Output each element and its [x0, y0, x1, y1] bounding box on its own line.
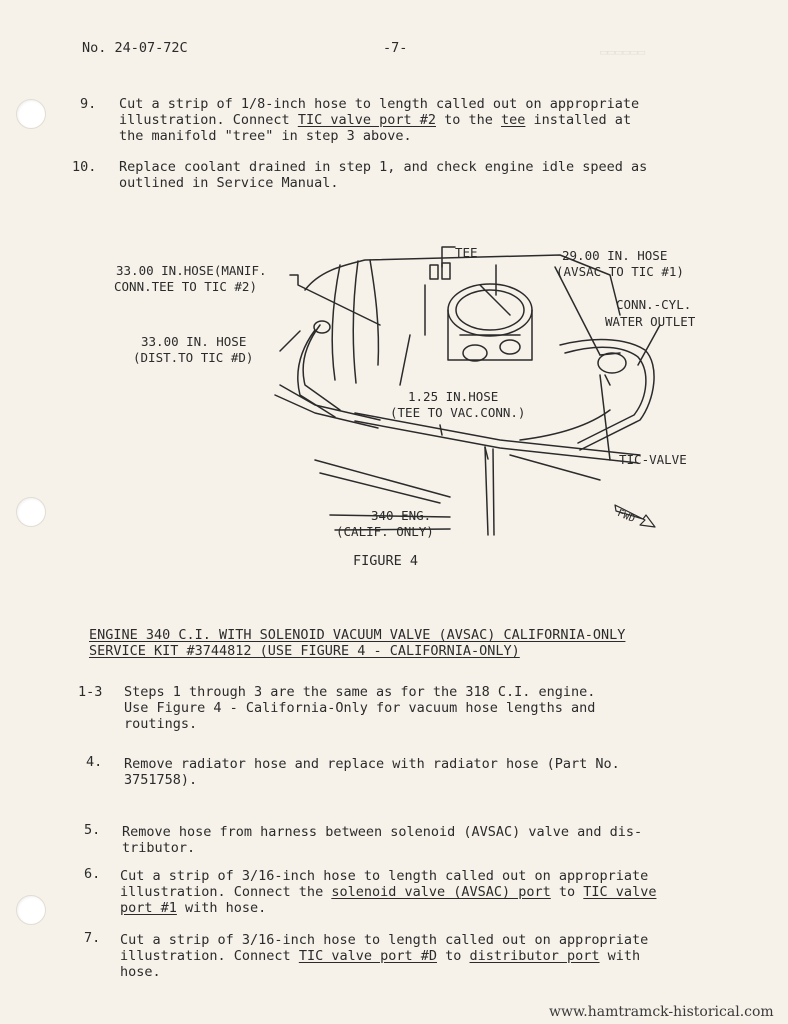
- step-5-line-1: Remove hose from harness between solenoid (AVSAC) valve and dis-: [122, 824, 643, 840]
- label-fwd: FWD: [615, 508, 637, 525]
- tic-port-2-ref: TIC valve port #2: [297, 112, 436, 128]
- step-9-line-2: illustration. Connect TIC valve port #2 to the tee installed at: [119, 112, 632, 128]
- step-1-3-line-2: Use Figure 4 - California-Only for vacuum hose lengths and: [124, 700, 596, 716]
- step-10-line-2: outlined in Service Manual.: [119, 175, 339, 191]
- step-1-3-line-3: routings.: [124, 716, 198, 732]
- label-engine-1: 340 ENG.: [371, 508, 432, 523]
- tee-ref: tee: [501, 112, 526, 128]
- label-hose-125-1: 1.25 IN.HOSE: [408, 389, 499, 404]
- tic-port-d-ref: TIC valve port #D: [298, 948, 437, 964]
- label-hose-33-manif-2: CONN.TEE TO TIC #2): [114, 279, 257, 294]
- label-hose-125-2: (TEE TO VAC.CONN.): [390, 405, 526, 420]
- step-4-line-1: Remove radiator hose and replace with radiator hose (Part No.: [124, 756, 620, 772]
- punch-hole-middle: [16, 497, 46, 527]
- step-1-3-line-1: Steps 1 through 3 are the same as for the 318 C.I. engine.: [124, 684, 596, 700]
- engine-diagram: [260, 235, 730, 545]
- step-10-line-1: Replace coolant drained in step 1, and check engine idle speed as: [119, 159, 648, 175]
- label-hose-33-dist-1: 33.00 IN. HOSE: [141, 334, 247, 349]
- label-conn-cyl-2: WATER OUTLET: [605, 314, 696, 329]
- page-number: -7-: [383, 40, 408, 56]
- step-7-number: 7.: [84, 930, 101, 946]
- punch-hole-bottom: [16, 895, 46, 925]
- website-watermark[interactable]: www.hamtramck-historical.com: [549, 1004, 774, 1020]
- step-4-line-2: 3751758).: [124, 772, 198, 788]
- port-1-ref: port #1: [120, 900, 177, 916]
- avsac-port-ref: solenoid valve (AVSAC) port: [331, 884, 551, 900]
- step-10-number: 10.: [72, 159, 97, 175]
- step-6-line-2: illustration. Connect the solenoid valve (AVSAC) port to TIC valve: [120, 884, 657, 900]
- label-hose-29-1: 29.00 IN. HOSE: [562, 248, 668, 263]
- step-6-number: 6.: [84, 866, 101, 882]
- step-1-3-number: 1-3: [78, 684, 103, 700]
- label-tic-valve: TIC-VALVE: [619, 452, 687, 467]
- section-title-line-2: SERVICE KIT #3744812 (USE FIGURE 4 - CALIFORNIA-ONLY): [89, 643, 520, 659]
- step-7-line-2: illustration. Connect TIC valve port #D to distributor port with: [120, 948, 641, 964]
- figure-caption: FIGURE 4: [353, 553, 419, 569]
- bleed-through-text: ▭▭▭▭▭▭: [600, 44, 646, 59]
- step-5-number: 5.: [84, 822, 101, 838]
- label-hose-33-manif-1: 33.00 IN.HOSE(MANIF.: [116, 263, 267, 278]
- label-engine-2: (CALIF. ONLY): [336, 524, 434, 539]
- step-4-number: 4.: [86, 754, 103, 770]
- distributor-port-ref: distributor port: [469, 948, 600, 964]
- label-hose-29-2: (AVSAC TO TIC #1): [556, 264, 684, 279]
- step-6-line-3: port #1 with hose.: [120, 900, 267, 916]
- step-9-line-3: the manifold "tree" in step 3 above.: [119, 128, 412, 144]
- step-9-number: 9.: [80, 96, 97, 112]
- step-7-line-3: hose.: [120, 964, 161, 980]
- tic-valve-ref: TIC valve: [583, 884, 657, 900]
- step-6-line-1: Cut a strip of 3/16-inch hose to length called out on appropriate: [120, 868, 649, 884]
- punch-hole-top: [16, 99, 46, 129]
- section-title-line-1: ENGINE 340 C.I. WITH SOLENOID VACUUM VALVE (AVSAC) CALIFORNIA-ONLY: [89, 627, 626, 643]
- step-7-line-1: Cut a strip of 3/16-inch hose to length called out on appropriate: [120, 932, 649, 948]
- step-5-line-2: tributor.: [122, 840, 196, 856]
- doc-number: No. 24-07-72C: [82, 40, 188, 56]
- step-9-line-1: Cut a strip of 1/8-inch hose to length called out on appropriate: [119, 96, 640, 112]
- label-conn-cyl-1: CONN.-CYL.: [616, 297, 692, 312]
- label-hose-33-dist-2: (DIST.TO TIC #D): [133, 350, 254, 365]
- label-tee: TEE: [455, 245, 478, 260]
